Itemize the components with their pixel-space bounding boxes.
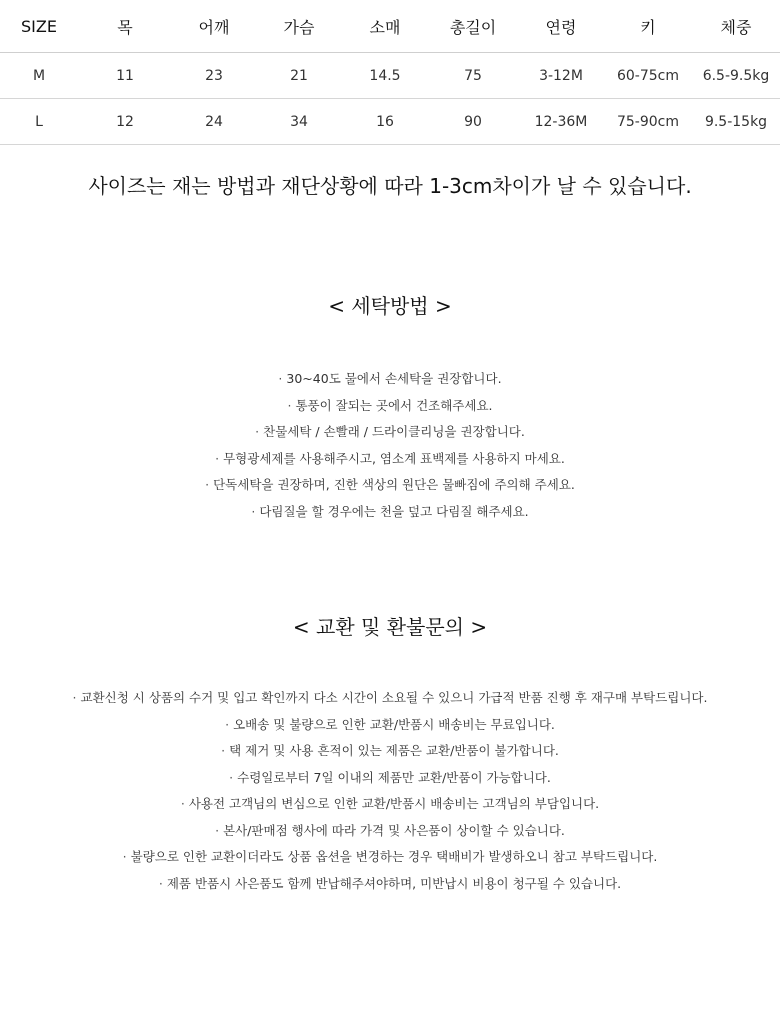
size-table-header-row [0,0,780,53]
bullet: · [215,450,220,466]
size-table-header: SIZE [0,0,78,53]
washing-item-text: 단독세탁을 권장하며, 진한 색상의 원단은 물빠짐에 주의해 주세요. [213,477,575,492]
size-table-cell: 24 [172,99,256,145]
exchange-list [0,685,780,897]
washing-item [0,419,780,446]
exchange-item-text: 본사/판매점 행사에 따라 가격 및 사은품이 상이할 수 있습니다. [223,822,565,838]
exchange-item [0,871,780,898]
exchange-item-text: 오배송 및 불량으로 인한 교환/반품시 배송비는 무료입니다. [233,716,555,732]
size-table-cell: 90 [428,99,518,145]
size-table-cell: 3-12M [518,53,604,99]
size-notice: 사이즈는 재는 방법과 재단상황에 따라 1-3cm차이가 날 수 있습니다. [88,174,692,198]
bullet: · [278,371,283,386]
washing-item [0,446,780,473]
exchange-item [0,765,780,792]
bullet: · [72,690,77,705]
exchange-item [0,685,780,712]
bullet: · [287,397,292,413]
exchange-item-text: 사용전 고객님의 변심으로 인한 교환/반품시 배송비는 고객님의 부담입니다. [188,796,600,811]
bullet: · [205,477,210,492]
bullet: · [251,503,256,519]
exchange-item [0,791,780,818]
size-table-cell: 75 [428,53,518,99]
washing-item-text: 30~40도 물에서 손세탁을 권장합니다. [286,371,502,386]
washing-item [0,472,780,499]
bullet: · [122,849,127,864]
size-table-cell: 12 [78,99,172,145]
size-table-cell: L [0,99,78,145]
size-table [0,0,780,145]
washing-item-text: 다림질을 할 경우에는 천을 덮고 다림질 해주세요. [259,503,529,519]
size-table-cell: 16 [342,99,428,145]
bullet: · [221,743,226,758]
size-table-cell: 60-75cm [604,53,692,99]
size-table-header: 총길이 [428,0,518,53]
exchange-item [0,712,780,739]
size-table-cell: 11 [78,53,172,99]
size-table-cell: 75-90cm [604,99,692,145]
exchange-item-text: 교환신청 시 상품의 수거 및 입고 확인까지 다소 시간이 소요될 수 있으니 가급적 반품 진행 후 재구매 부탁드립니다. [80,690,708,705]
washing-item [0,393,780,420]
bullet: · [158,875,163,891]
size-table-header: 연령 [518,0,604,53]
bullet: · [180,796,185,811]
exchange-item-text: 제품 반품시 사은품도 함께 반납해주셔야하며, 미반납시 비용이 청구될 수 있습니다. [166,875,622,891]
size-table-row [0,99,780,145]
size-table-header: 어깨 [172,0,256,53]
size-table-cell: 34 [256,99,342,145]
size-table-header: 소매 [342,0,428,53]
size-table-cell: 14.5 [342,53,428,99]
size-table-cell: M [0,53,78,99]
size-table-header: 체중 [692,0,780,53]
size-table-header: 목 [78,0,172,53]
exchange-item [0,818,780,845]
washing-item [0,499,780,526]
washing-list [0,366,780,525]
exchange-section-title: < 교환 및 환불문의 > [292,615,488,639]
washing-item-text: 무형광세제를 사용해주시고, 염소계 표백제를 사용하지 마세요. [223,450,565,466]
size-table-cell: 9.5-15kg [692,99,780,145]
bullet: · [225,716,230,732]
size-table-cell: 6.5-9.5kg [692,53,780,99]
exchange-item-text: 수령일로부터 7일 이내의 제품만 교환/반품이 가능합니다. [237,769,551,785]
size-table-header: 가슴 [256,0,342,53]
washing-section-title: < 세탁방법 > [328,294,452,318]
washing-item-text: 통풍이 잘되는 곳에서 건조해주세요. [295,397,493,413]
size-table-cell: 21 [256,53,342,99]
exchange-item-text: 택 제거 및 사용 흔적이 있는 제품은 교환/반품이 불가합니다. [229,743,559,758]
exchange-item [0,844,780,871]
size-table-row [0,53,780,99]
size-table-header: 키 [604,0,692,53]
washing-item-text: 찬물세탁 / 손빨래 / 드라이클리닝을 권장합니다. [263,424,525,439]
exchange-item [0,738,780,765]
bullet: · [215,822,220,838]
bullet: · [229,769,234,785]
size-table-cell: 12-36M [518,99,604,145]
size-table-cell: 23 [172,53,256,99]
exchange-item-text: 불량으로 인한 교환이더라도 상품 옵션을 변경하는 경우 택배비가 발생하오니 참고 부탁드립니다. [130,849,658,864]
washing-item [0,366,780,393]
bullet: · [255,424,260,439]
